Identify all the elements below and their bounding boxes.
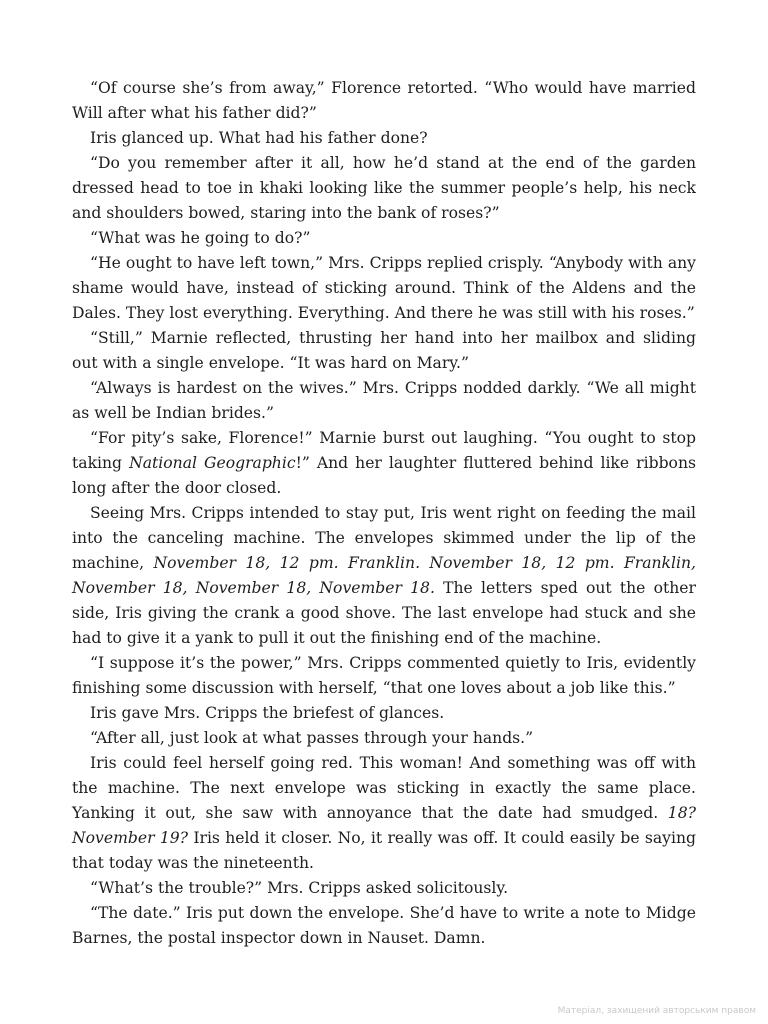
page-text bbox=[72, 76, 696, 951]
text-run: “He ought to have left town,” Mrs. Cripps replied crisply. “Anybody with any shame would have, instead of sticking around. Think of the Aldens and the Dales. They lost everything. Everything. And there he was still with his roses.” bbox=[72, 254, 696, 322]
text-run: Iris gave Mrs. Cripps the briefest of glances. bbox=[90, 704, 445, 722]
text-run: Seeing Mrs. Cripps intended to stay put, Iris went right on feeding the mail into the canceling machine. The envelopes skimmed under the lip of the machine, bbox=[72, 504, 696, 572]
text-run: “Of course she’s from away,” Florence retorted. “Who would have married Will after what his father did?” bbox=[72, 79, 696, 122]
text-run: Iris held it closer. No, it really was off. It could easily be saying that today was the nineteenth. bbox=[72, 829, 696, 872]
text-run: “What’s the trouble?” Mrs. Cripps asked solicitously. bbox=[90, 879, 509, 897]
paragraph bbox=[72, 76, 696, 126]
text-run: “The date.” Iris put down the envelope. She’d have to write a note to Midge Barnes, the postal inspector down in Nauset. Damn. bbox=[72, 904, 696, 947]
text-run: “Always is hardest on the wives.” Mrs. Cripps nodded darkly. “We all might as well be Indian brides.” bbox=[72, 379, 696, 422]
paragraph bbox=[72, 126, 696, 151]
text-run: “Still,” Marnie reflected, thrusting her hand into her mailbox and sliding out with a single envelope. “It was hard on Mary.” bbox=[72, 329, 696, 372]
italic-text: November 18, 12 pm. Franklin. November 18, 12 pm. Franklin, November 18, November 18, November 18. bbox=[72, 554, 696, 597]
paragraph bbox=[72, 901, 696, 951]
paragraph bbox=[72, 701, 696, 726]
paragraph bbox=[72, 426, 696, 501]
text-run: Iris glanced up. What had his father done? bbox=[90, 129, 428, 147]
paragraph bbox=[72, 326, 696, 376]
italic-text: National Geographic bbox=[129, 454, 296, 472]
italic-text: 18? November 19? bbox=[72, 804, 696, 847]
paragraph bbox=[72, 151, 696, 226]
text-run: “Do you remember after it all, how he’d stand at the end of the garden dressed head to toe in khaki looking like the summer people’s help, his neck and shoulders bowed, staring into the bank of roses?” bbox=[72, 154, 696, 222]
text-run: Iris could feel herself going red. This woman! And something was off with the machine. The next envelope was sticking in exactly the same place. Yanking it out, she saw with annoyance that the date had smudged. bbox=[72, 754, 696, 822]
paragraph bbox=[72, 501, 696, 651]
paragraph bbox=[72, 751, 696, 876]
text-run: “For pity’s sake, Florence!” Marnie burst out laughing. “You ought to stop taking bbox=[72, 429, 696, 472]
text-run: “What was he going to do?” bbox=[90, 229, 311, 247]
text-run: “I suppose it’s the power,” Mrs. Cripps commented quietly to Iris, evidently finishing some discussion with herself, “that one loves about a job like this.” bbox=[72, 654, 696, 697]
copyright-watermark: Матеріал, захищений авторським правом bbox=[557, 1006, 756, 1016]
paragraph bbox=[72, 376, 696, 426]
text-run: “After all, just look at what passes through your hands.” bbox=[90, 729, 534, 747]
paragraph bbox=[72, 226, 696, 251]
paragraph bbox=[72, 651, 696, 701]
text-run: The letters sped out the other side, Iris giving the crank a good shove. The last envelope had stuck and she had to give it a yank to pull it out the finishing end of the machine. bbox=[72, 579, 696, 647]
text-run: !” And her laughter fluttered behind like ribbons long after the door closed. bbox=[72, 454, 696, 497]
paragraph bbox=[72, 251, 696, 326]
paragraph bbox=[72, 726, 696, 751]
paragraph bbox=[72, 876, 696, 901]
